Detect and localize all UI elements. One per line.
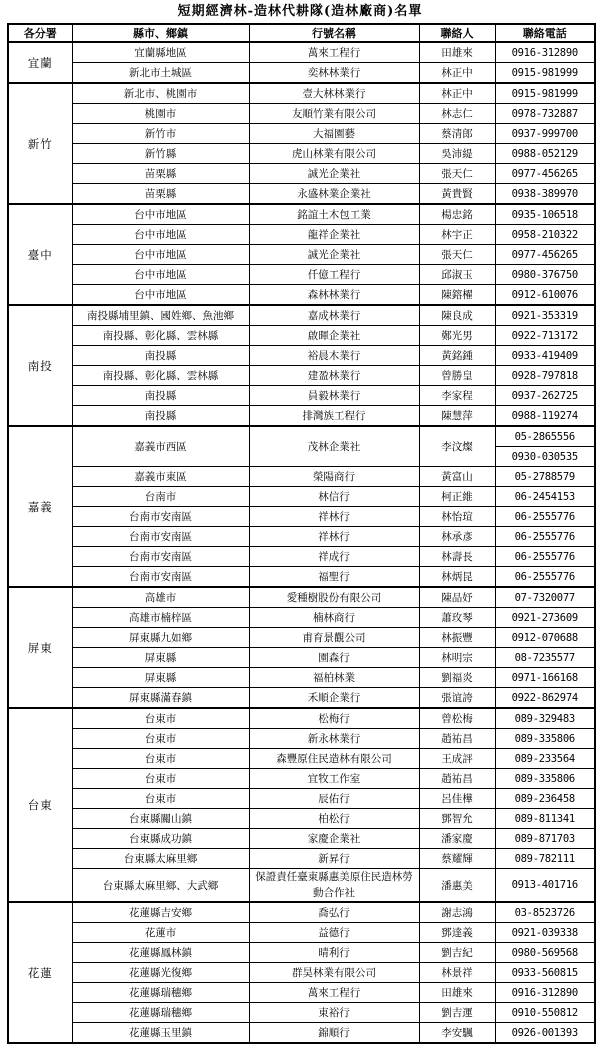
contact-cell: 謝志鴻 — [419, 902, 495, 923]
table-row — [8, 809, 595, 829]
table-row — [8, 346, 595, 366]
table-row — [8, 63, 595, 84]
table-row — [8, 184, 595, 205]
area-cell: 屏東縣 — [72, 648, 249, 668]
table-row — [8, 42, 595, 63]
area-cell: 南投縣、彰化縣、雲林縣 — [72, 326, 249, 346]
contact-cell: 楊忠銘 — [419, 204, 495, 225]
contact-cell: 李安颿 — [419, 1023, 495, 1044]
company-cell: 虎山林業有限公司 — [249, 144, 419, 164]
phone-cell: 06-2555776 — [495, 507, 595, 527]
company-cell: 友順竹業有限公司 — [249, 104, 419, 124]
table-header-row — [8, 24, 595, 42]
table-row — [8, 164, 595, 184]
contact-cell: 林志仁 — [419, 104, 495, 124]
table-row — [8, 608, 595, 628]
table-row — [8, 386, 595, 406]
contact-cell: 趙祐昌 — [419, 729, 495, 749]
contact-cell: 陳良成 — [419, 305, 495, 326]
contact-cell: 林景祥 — [419, 963, 495, 983]
phone-cell: 0933-560815 — [495, 963, 595, 983]
phone-cell: 0922-862974 — [495, 688, 595, 709]
phone-cell: 089-782111 — [495, 849, 595, 869]
contact-cell: 陳品妤 — [419, 587, 495, 608]
area-cell: 台南市安南區 — [72, 527, 249, 547]
region-cell: 台東 — [8, 708, 72, 902]
header-contact: 聯絡人 — [419, 24, 495, 42]
contact-cell: 邱淑玉 — [419, 265, 495, 285]
contact-cell: 王成評 — [419, 749, 495, 769]
area-cell: 高雄市楠梓區 — [72, 608, 249, 628]
contact-cell: 曾勝皇 — [419, 366, 495, 386]
contact-cell: 張谊誇 — [419, 688, 495, 709]
phone-cell: 0912-070688 — [495, 628, 595, 648]
table-row — [8, 204, 595, 225]
phone-cell: 089-811341 — [495, 809, 595, 829]
company-cell: 益德行 — [249, 923, 419, 943]
company-cell: 晴利行 — [249, 943, 419, 963]
contact-cell: 吳沛緹 — [419, 144, 495, 164]
company-cell: 大福園藝 — [249, 124, 419, 144]
phone-cell: 089-335806 — [495, 769, 595, 789]
company-cell: 柏松行 — [249, 809, 419, 829]
company-cell: 東裕行 — [249, 1003, 419, 1023]
company-cell: 辰佑行 — [249, 789, 419, 809]
phone-cell: 06-2555776 — [495, 567, 595, 588]
company-cell: 銘誼土木包工業 — [249, 204, 419, 225]
phone-cell: 089-335806 — [495, 729, 595, 749]
phone-cell: 0912-610076 — [495, 285, 595, 306]
company-cell: 建盈林業行 — [249, 366, 419, 386]
phone-cell: 0916-312890 — [495, 42, 595, 63]
contact-cell: 黃貴賢 — [419, 184, 495, 205]
company-cell: 萬來工程行 — [249, 983, 419, 1003]
phone-cell: 0971-166168 — [495, 668, 595, 688]
company-cell: 楠林商行 — [249, 608, 419, 628]
table-row — [8, 527, 595, 547]
company-cell: 仟億工程行 — [249, 265, 419, 285]
table-row — [8, 849, 595, 869]
phone-cell: 08-7235577 — [495, 648, 595, 668]
phone-cell: 0977-456265 — [495, 245, 595, 265]
area-cell: 宜蘭縣地區 — [72, 42, 249, 63]
table-row — [8, 104, 595, 124]
table-row — [8, 83, 595, 104]
contact-cell: 陳慧萍 — [419, 406, 495, 427]
contact-cell: 蕭玫琴 — [419, 608, 495, 628]
contact-cell: 趙祐昌 — [419, 769, 495, 789]
contact-cell: 黃銘鍾 — [419, 346, 495, 366]
phone-cell: 0930-030535 — [495, 447, 595, 467]
table-row — [8, 467, 595, 487]
table-row — [8, 1023, 595, 1044]
phone-cell: 0978-732887 — [495, 104, 595, 124]
table-row — [8, 923, 595, 943]
company-cell: 嘉成林業行 — [249, 305, 419, 326]
company-cell: 永盛林業企業社 — [249, 184, 419, 205]
phone-cell: 0926-001393 — [495, 1023, 595, 1044]
phone-cell: 089-871703 — [495, 829, 595, 849]
table-row — [8, 789, 595, 809]
phone-cell: 0977-456265 — [495, 164, 595, 184]
table-body — [8, 42, 595, 1043]
area-cell: 台東市 — [72, 749, 249, 769]
phone-cell: 089-233564 — [495, 749, 595, 769]
contact-cell: 曾松梅 — [419, 708, 495, 729]
company-cell: 誠光企業社 — [249, 164, 419, 184]
contact-cell: 劉吉運 — [419, 1003, 495, 1023]
area-cell: 新北市、桃園市 — [72, 83, 249, 104]
area-cell: 台東縣太麻里鄉、大武鄉 — [72, 869, 249, 903]
area-cell: 南投縣 — [72, 386, 249, 406]
table-row — [8, 963, 595, 983]
area-cell: 花蓮縣光復鄉 — [72, 963, 249, 983]
area-cell: 新北市土城區 — [72, 63, 249, 84]
company-cell: 誠光企業社 — [249, 245, 419, 265]
area-cell: 南投縣 — [72, 406, 249, 427]
phone-cell: 0916-312890 — [495, 983, 595, 1003]
table-row — [8, 144, 595, 164]
company-cell: 松梅行 — [249, 708, 419, 729]
phone-cell: 03-8523726 — [495, 902, 595, 923]
contractor-table — [7, 23, 596, 1044]
contact-cell: 林宇正 — [419, 225, 495, 245]
table-row — [8, 305, 595, 326]
area-cell: 台中市地區 — [72, 285, 249, 306]
phone-cell: 0928-797818 — [495, 366, 595, 386]
contact-cell: 潘惠美 — [419, 869, 495, 903]
contact-cell: 陳鎔櫂 — [419, 285, 495, 306]
table-row — [8, 426, 595, 447]
area-cell: 台東市 — [72, 708, 249, 729]
contact-cell: 李汶燦 — [419, 426, 495, 467]
company-cell: 榮陽商行 — [249, 467, 419, 487]
contact-cell: 田雄來 — [419, 983, 495, 1003]
area-cell: 花蓮縣吉安鄉 — [72, 902, 249, 923]
contact-cell: 鄧智允 — [419, 809, 495, 829]
area-cell: 花蓮縣玉里鎮 — [72, 1023, 249, 1044]
contact-cell: 蔡清郎 — [419, 124, 495, 144]
area-cell: 嘉義市西區 — [72, 426, 249, 467]
area-cell: 苗栗縣 — [72, 164, 249, 184]
company-cell: 祥林行 — [249, 527, 419, 547]
table-row — [8, 869, 595, 903]
table-row — [8, 406, 595, 427]
company-cell: 啟暉企業社 — [249, 326, 419, 346]
area-cell: 花蓮縣瑞穗鄉 — [72, 983, 249, 1003]
area-cell: 桃園市 — [72, 104, 249, 124]
table-row — [8, 285, 595, 306]
contact-cell: 鄧達義 — [419, 923, 495, 943]
phone-cell: 07-7320077 — [495, 587, 595, 608]
contact-cell: 林怡瑄 — [419, 507, 495, 527]
contact-cell: 柯正維 — [419, 487, 495, 507]
area-cell: 花蓮縣瑞穗鄉 — [72, 1003, 249, 1023]
contact-cell: 李家程 — [419, 386, 495, 406]
phone-cell: 0910-550812 — [495, 1003, 595, 1023]
table-row — [8, 628, 595, 648]
contact-cell: 潘家慶 — [419, 829, 495, 849]
company-cell: 新永林業行 — [249, 729, 419, 749]
region-cell: 花蓮 — [8, 902, 72, 1043]
area-cell: 南投縣埔里鎮、國姓鄉、魚池鄉 — [72, 305, 249, 326]
phone-cell: 0980-376750 — [495, 265, 595, 285]
table-row — [8, 688, 595, 709]
area-cell: 苗栗縣 — [72, 184, 249, 205]
phone-cell: 0922-713172 — [495, 326, 595, 346]
region-cell: 屏東 — [8, 587, 72, 708]
area-cell: 台南市安南區 — [72, 507, 249, 527]
company-cell: 茂林企業社 — [249, 426, 419, 467]
area-cell: 新竹縣 — [72, 144, 249, 164]
contact-cell: 張天仁 — [419, 245, 495, 265]
table-row — [8, 326, 595, 346]
area-cell: 台南市 — [72, 487, 249, 507]
header-area: 縣市、鄉鎮 — [72, 24, 249, 42]
company-cell: 祥成行 — [249, 547, 419, 567]
company-cell: 裕晨木業行 — [249, 346, 419, 366]
company-cell: 宜牧工作室 — [249, 769, 419, 789]
area-cell: 台中市地區 — [72, 245, 249, 265]
contact-cell: 林正中 — [419, 83, 495, 104]
area-cell: 屏東縣滿春鎮 — [72, 688, 249, 709]
area-cell: 南投縣、彰化縣、雲林縣 — [72, 366, 249, 386]
table-row — [8, 225, 595, 245]
company-cell: 園森行 — [249, 648, 419, 668]
region-cell: 南投 — [8, 305, 72, 426]
phone-cell: 0913-401716 — [495, 869, 595, 903]
table-row — [8, 668, 595, 688]
company-cell: 森豐原住民造林有限公司 — [249, 749, 419, 769]
table-row — [8, 648, 595, 668]
area-cell: 台東市 — [72, 769, 249, 789]
phone-cell: 0937-262725 — [495, 386, 595, 406]
company-cell: 喬弘行 — [249, 902, 419, 923]
contact-cell: 蔡耀輝 — [419, 849, 495, 869]
company-cell: 萬來工程行 — [249, 42, 419, 63]
region-cell: 臺中 — [8, 204, 72, 305]
phone-cell: 05-2788579 — [495, 467, 595, 487]
company-cell: 森林林業行 — [249, 285, 419, 306]
company-cell: 壹大林林業行 — [249, 83, 419, 104]
header-phone: 聯絡電話 — [495, 24, 595, 42]
phone-cell: 06-2555776 — [495, 547, 595, 567]
phone-cell: 0933-419409 — [495, 346, 595, 366]
table-row — [8, 943, 595, 963]
company-cell: 保證責任臺東縣惠美原住民造林勞動合作社 — [249, 869, 419, 903]
area-cell: 台東縣成功鎮 — [72, 829, 249, 849]
table-row — [8, 587, 595, 608]
region-cell: 宜蘭 — [8, 42, 72, 83]
table-row — [8, 1003, 595, 1023]
table-row — [8, 124, 595, 144]
contact-cell: 林正中 — [419, 63, 495, 84]
company-cell: 奕林林業行 — [249, 63, 419, 84]
company-cell: 員毅林業行 — [249, 386, 419, 406]
company-cell: 林信行 — [249, 487, 419, 507]
table-row — [8, 245, 595, 265]
company-cell: 錦順行 — [249, 1023, 419, 1044]
phone-cell: 0937-999700 — [495, 124, 595, 144]
header-company: 行號名稱 — [249, 24, 419, 42]
table-row — [8, 507, 595, 527]
company-cell: 甫育景觀公司 — [249, 628, 419, 648]
company-cell: 家慶企業社 — [249, 829, 419, 849]
company-cell: 排灣族工程行 — [249, 406, 419, 427]
table-row — [8, 366, 595, 386]
document-title: 短期經濟林-造林代耕隊(造林廠商)名單 — [177, 4, 423, 19]
area-cell: 台南市安南區 — [72, 547, 249, 567]
area-cell: 屏東縣九如鄉 — [72, 628, 249, 648]
phone-cell: 0958-210322 — [495, 225, 595, 245]
region-cell: 新竹 — [8, 83, 72, 204]
region-cell: 嘉義 — [8, 426, 72, 587]
area-cell: 台東縣關山鎮 — [72, 809, 249, 829]
area-cell: 台中市地區 — [72, 204, 249, 225]
contact-cell: 林振豐 — [419, 628, 495, 648]
area-cell: 嘉義市東區 — [72, 467, 249, 487]
table-row — [8, 902, 595, 923]
company-cell: 群昊林業有限公司 — [249, 963, 419, 983]
contact-cell: 林壽長 — [419, 547, 495, 567]
contact-cell: 劉吉紀 — [419, 943, 495, 963]
area-cell: 花蓮縣鳳林鎮 — [72, 943, 249, 963]
area-cell: 屏東縣 — [72, 668, 249, 688]
area-cell: 台南市安南區 — [72, 567, 249, 588]
phone-cell: 0938-389970 — [495, 184, 595, 205]
table-row — [8, 729, 595, 749]
table-row — [8, 567, 595, 588]
area-cell: 台東市 — [72, 789, 249, 809]
contact-cell: 張天仁 — [419, 164, 495, 184]
header-region: 各分署 — [8, 24, 72, 42]
area-cell: 高雄市 — [72, 587, 249, 608]
area-cell: 花蓮市 — [72, 923, 249, 943]
area-cell: 新竹市 — [72, 124, 249, 144]
phone-cell: 06-2555776 — [495, 527, 595, 547]
contact-cell: 田雄來 — [419, 42, 495, 63]
contact-cell: 黃富山 — [419, 467, 495, 487]
table-row — [8, 983, 595, 1003]
table-row — [8, 547, 595, 567]
area-cell: 台東市 — [72, 729, 249, 749]
table-row — [8, 769, 595, 789]
company-cell: 愛種樹股份有限公司 — [249, 587, 419, 608]
area-cell: 台東縣太麻里鄉 — [72, 849, 249, 869]
table-row — [8, 829, 595, 849]
phone-cell: 06-2454153 — [495, 487, 595, 507]
phone-cell: 0988-119274 — [495, 406, 595, 427]
contact-cell: 呂佳樺 — [419, 789, 495, 809]
company-cell: 福柏林業 — [249, 668, 419, 688]
table-row — [8, 265, 595, 285]
contact-cell: 林承彥 — [419, 527, 495, 547]
phone-cell: 0915-981999 — [495, 63, 595, 84]
company-cell: 新昇行 — [249, 849, 419, 869]
phone-cell: 0921-353319 — [495, 305, 595, 326]
contact-cell: 林炳昆 — [419, 567, 495, 588]
table-row — [8, 708, 595, 729]
contact-cell: 鄭光男 — [419, 326, 495, 346]
area-cell: 南投縣 — [72, 346, 249, 366]
phone-cell: 0915-981999 — [495, 83, 595, 104]
table-row — [8, 749, 595, 769]
phone-cell: 089-329483 — [495, 708, 595, 729]
phone-cell: 089-236458 — [495, 789, 595, 809]
phone-cell: 0935-106518 — [495, 204, 595, 225]
phone-cell: 05-2865556 — [495, 426, 595, 447]
phone-cell: 0921-273609 — [495, 608, 595, 628]
contact-cell: 林明宗 — [419, 648, 495, 668]
phone-cell: 0921-039338 — [495, 923, 595, 943]
area-cell: 台中市地區 — [72, 225, 249, 245]
table-row — [8, 487, 595, 507]
phone-cell: 0980-569568 — [495, 943, 595, 963]
company-cell: 祥林行 — [249, 507, 419, 527]
company-cell: 龍祥企業社 — [249, 225, 419, 245]
phone-cell: 0988-052129 — [495, 144, 595, 164]
area-cell: 台中市地區 — [72, 265, 249, 285]
company-cell: 禾順企業行 — [249, 688, 419, 709]
contact-cell: 劉福炎 — [419, 668, 495, 688]
company-cell: 福聖行 — [249, 567, 419, 588]
